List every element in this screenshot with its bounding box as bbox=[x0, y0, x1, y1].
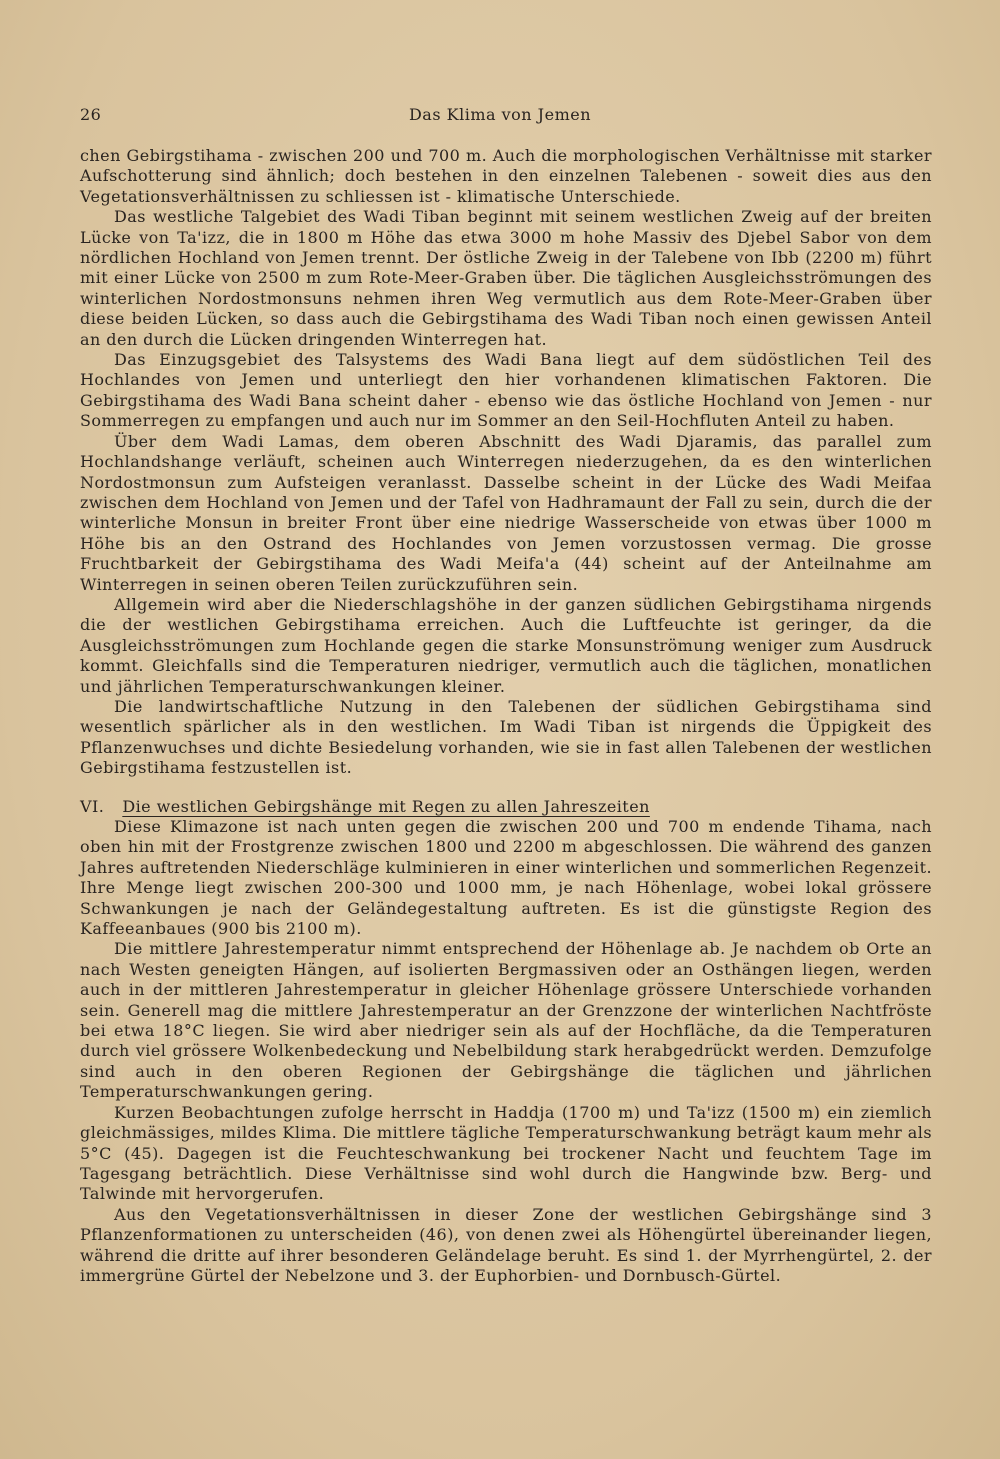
paragraph: Die mittlere Jahrestemperatur nimmt entsprechend der Höhenlage ab. Je nachdem ob Orte an nach Westen geneigten Hängen, auf isolierten Bergmassiven oder an Osthängen liegen, werden auch in der mittleren Jahrestemperatur in gleicher Höhenlage grössere Unterschiede vorhanden sein. Generell mag die mittlere Jahrestemperatur an der Grenzzone der winterlichen Nachtfröste bei etwa 18°C liegen. Sie wird aber niedriger sein als auf der Hochfläche, da die Temperaturen durch viel grössere Wolkenbedeckung und Nebelbildung stark herabgedrückt werden. Demzufolge sind auch in den oberen Regionen der Gebirgshänge die täglichen und jährlichen Temperaturschwankungen gering. bbox=[80, 939, 932, 1102]
paragraph: Allgemein wird aber die Niederschlagshöhe in der ganzen südlichen Gebirgstihama nirgends die der westlichen Gebirgstihama erreichen. Auch die Luftfeuchte ist geringer, da die Ausgleichsströmungen zum Hochlande gegen die starke Monsunströmung weniger zum Ausdruck kommt. Gleichfalls sind die Temperaturen niedriger, vermutlich auch die täglichen, monatlichen und jährlichen Temperaturschwankungen kleiner. bbox=[80, 594, 932, 696]
paragraph: Die landwirtschaftliche Nutzung in den Talebenen der südlichen Gebirgstihama sind wesentlich spärlicher als in den westlichen. Im Wadi Tiban ist nirgends die Üppigkeit des Pflanzenwuchses und dichte Besiedelung vorhanden, wie sie in fast allen Talebenen der westlichen Gebirgstihama festzustellen ist. bbox=[80, 696, 932, 778]
paragraph: Diese Klimazone ist nach unten gegen die zwischen 200 und 700 m endende Tihama, nach oben hin mit der Frostgrenze zwischen 1800 und 2200 m abgeschlossen. Die während des ganzen Jahres auftretenden Niederschläge kulminieren in einer winterlichen und sommerlichen Regenzeit. Ihre Menge liegt zwischen 200-300 und 1000 mm, je nach Höhenlage, wobei lokal grössere Schwankungen je nach der Geländegestaltung auftreten. Es ist die günstigste Region des Kaffeeanbaues (900 bis 2100 m). bbox=[80, 817, 933, 939]
paragraph: Kurzen Beobachtungen zufolge herrscht in Haddja (1700 m) und Ta'izz (1500 m) ein ziemlich gleichmässiges, mildes Klima. Die mittlere tägliche Temperaturschwankung beträgt kaum mehr als 5°C (45). Dagegen ist die Feuchteschwankung bei trockener Nacht und feuchtem Tage im Tagesgang beträchtlich. Diese Verhältnisse sind wohl durch die Hangwinde bzw. Berg- und Talwinde mit hervorgerufen. bbox=[80, 1102, 932, 1204]
section-heading bbox=[80, 797, 932, 817]
paragraph: Über dem Wadi Lamas, dem oberen Abschnitt des Wadi Djaramis, das parallel zum Hochlandshange verläuft, scheinen auch Winterregen niederzugehen, da es den winterlichen Nordostmonsun zum Aufsteigen veranlasst. Dasselbe scheint in der Lücke des Wadi Meifaa zwischen dem Hochland von Jemen und der Tafel von Hadhramaunt der Fall zu sein, durch die der winterliche Monsun in breiter Front über eine niedrige Wasserscheide von etwas über 1000 m Höhe bis an den Ostrand des Hochlandes von Jemen vorzustossen vermag. Die grosse Fruchtbarkeit der Gebirgstihama des Wadi Meifa'a (44) scheint auf der Anteilnahme am Winterregen in seinen oberen Teilen zurückzuführen sein. bbox=[80, 431, 932, 594]
running-title: Das Klima von Jemen bbox=[408, 105, 592, 124]
paragraph: Das Einzugsgebiet des Talsystems des Wadi Bana liegt auf dem südöstlichen Teil des Hochlandes von Jemen und unterliegt den hier vorhandenen klimatischen Faktoren. Die Gebirgstihama des Wadi Bana scheint daher - ebenso wie das östliche Hochland von Jemen - nur Sommerregen zu empfangen und auch nur im Sommer an den Seil-Hochfluten Anteil zu haben. bbox=[80, 350, 932, 431]
paragraph: Aus den Vegetationsverhältnissen in dieser Zone der westlichen Gebirgshänge sind 3 Pflanzenformationen zu unterscheiden (46), von denen zwei als Höhengürtel übereinander liegen, während die dritte auf ihrer besonderen Geländelage beruht. Es sind 1. der Myrrhengürtel, 2. der immergrüne Gürtel der Nebelzone und 3. der Euphorbien- und Dornbusch-Gürtel. bbox=[80, 1204, 932, 1285]
paragraph: chen Gebirgstihama - zwischen 200 und 700 m. Auch die morphologischen Verhältnisse mit starker Aufschotterung sind ähnlich; doch bestehen in den einzelnen Talebenen - soweit dies aus den Vegetationsverhältnissen zu schliessen ist - klimatische Unterschiede. bbox=[80, 146, 932, 206]
page-body bbox=[80, 146, 932, 1286]
section-number: VI. bbox=[80, 796, 105, 816]
section-title: Die westlichen Gebirgshänge mit Regen zu allen Jahreszeiten bbox=[122, 796, 650, 816]
page-number: 26 bbox=[80, 105, 102, 124]
paragraph: Das westliche Talgebiet des Wadi Tiban beginnt mit seinem westlichen Zweig auf der breiten Lücke von Ta'izz, die in 1800 m Höhe das etwa 3000 m hohe Massiv des Djebel Sabor von dem nördlichen Hochland von Jemen trennt. Der östliche Zweig in der Talebene von Ibb (2200 m) führt mit einer Lücke von 2500 m zum Rote-Meer-Graben über. Die täglichen Ausgleichsströmungen des winterlichen Nordostmonsuns nehmen ihren Weg vermutlich aus dem Rote-Meer-Graben über diese beiden Lücken, so dass auch die Gebirgstihama des Wadi Tiban noch einen gewissen Anteil an den durch die Lücken dringenden Winterregen hat. bbox=[80, 207, 932, 349]
